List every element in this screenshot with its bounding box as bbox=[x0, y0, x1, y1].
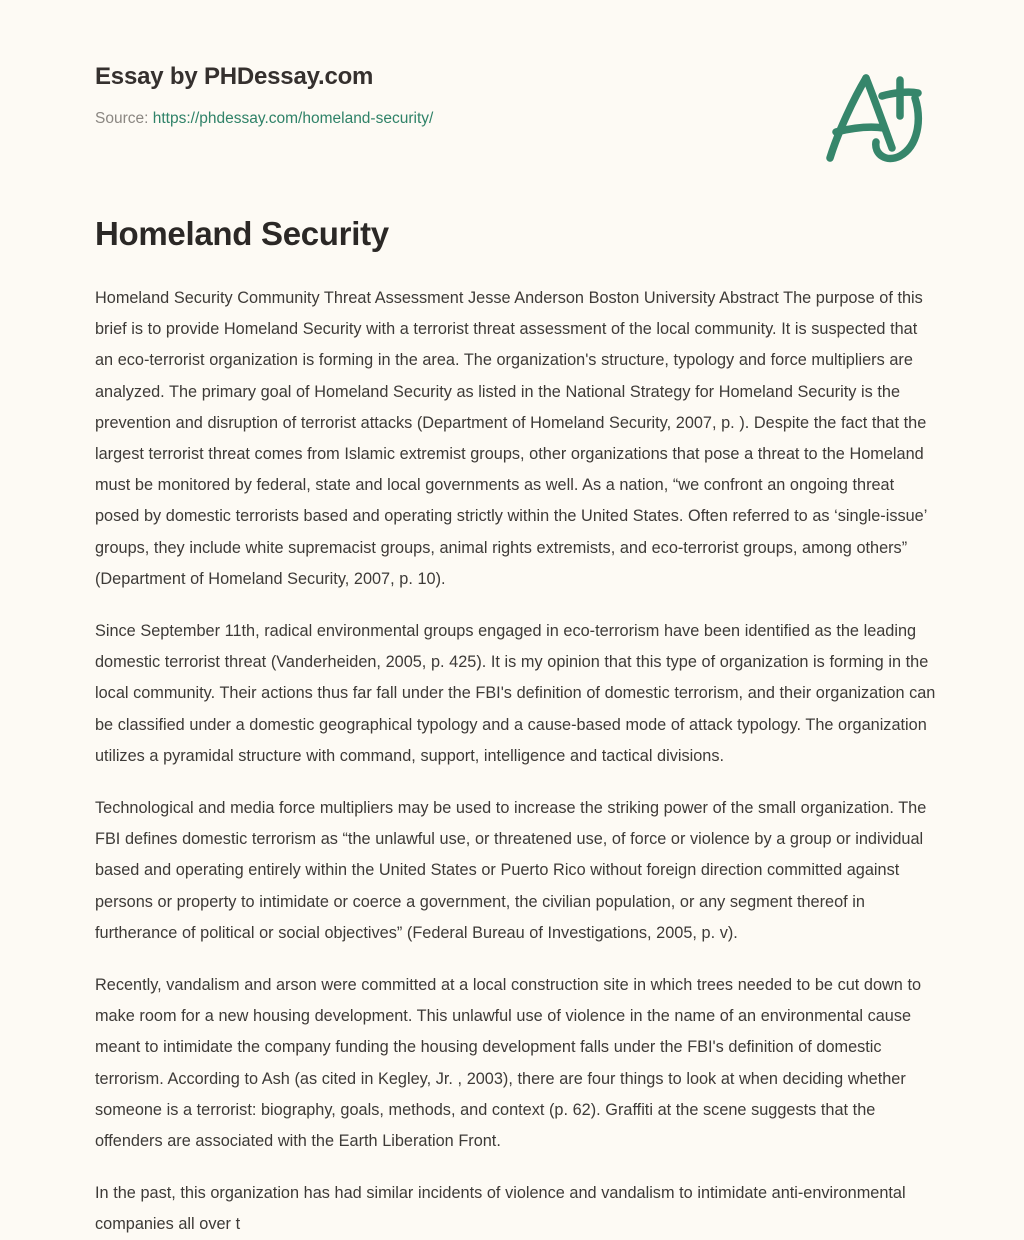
source-link[interactable]: https://phdessay.com/homeland-security/ bbox=[152, 110, 434, 127]
source-line bbox=[95, 109, 935, 129]
source-label: Source: bbox=[95, 110, 149, 127]
paragraph: In the past, this organization has had similar incidents of violence and vandalism to intimidate anti-environmental companies all over t bbox=[95, 1184, 906, 1234]
a-plus-logo-icon bbox=[812, 58, 932, 170]
page-header bbox=[95, 62, 935, 129]
essay-body bbox=[95, 283, 937, 1240]
paragraph: Technological and media force multipliers may be used to increase the striking power of the small organization. The FBI defines domestic terrorism as “the unlawful use, or threatened use, of force or violence by a group or individual based and operating entirely within the United States or Puerto Rico without foreign direction committed against persons or property to intimidate or coerce a government, the civilian population, or any segment thereof in furtherance of political or social objectives” (Federal Bureau of Investigations, 2005, p. v). bbox=[95, 799, 927, 942]
paragraph: Since September 11th, radical environmental groups engaged in eco-terrorism have been identified as the leading domestic terrorist threat (Vanderheiden, 2005, p. 425). It is my opinion that this type of organization is forming in the local community. Their actions thus far fall under the FBI's definition of domestic terrorism, and their organization can be classified under a domestic geographical typology and a cause-based mode of attack typology. The organization utilizes a pyramidal structure with command, support, intelligence and tactical divisions. bbox=[95, 622, 936, 765]
brand-title: Essay by PHDessay.com bbox=[95, 63, 374, 90]
a-plus-logo bbox=[812, 58, 932, 170]
paragraph: Homeland Security Community Threat Assessment Jesse Anderson Boston University Abstract The purpose of this brief is to provide Homeland Security with a terrorist threat assessment of the local community. It is suspected that an eco-terrorist organization is forming in the area. The organization's structure, typology and force multipliers are analyzed. The primary goal of Homeland Security as listed in the National Strategy for Homeland Security is the prevention and disruption of terrorist attacks (Department of Homeland Security, 2007, p. ). Despite the fact that the largest terrorist threat comes from Islamic extremist groups, other organizations that pose a threat to the Homeland must be monitored by federal, state and local governments as well. As a nation, “we confront an ongoing threat posed by domestic terrorists based and operating strictly within the United States. Often referred to as ‘single-issue’ groups, they include white supremacist groups, animal rights extremists, and eco-terrorist groups, among others” (Department of Homeland Security, 2007, p. 10). bbox=[95, 289, 927, 588]
page-title: Homeland Security bbox=[95, 215, 389, 252]
paragraph: Recently, vandalism and arson were committed at a local construction site in which trees needed to be cut down to make room for a new housing development. This unlawful use of violence in the name of an environmental cause meant to intimidate the company funding the housing development falls under the FBI's definition of domestic terrorism. According to Ash (as cited in Kegley, Jr. , 2003), there are four things to look at when deciding whether someone is a terrorist: biography, goals, methods, and context (p. 62). Graffiti at the scene suggests that the offenders are associated with the Earth Liberation Front. bbox=[95, 976, 922, 1151]
